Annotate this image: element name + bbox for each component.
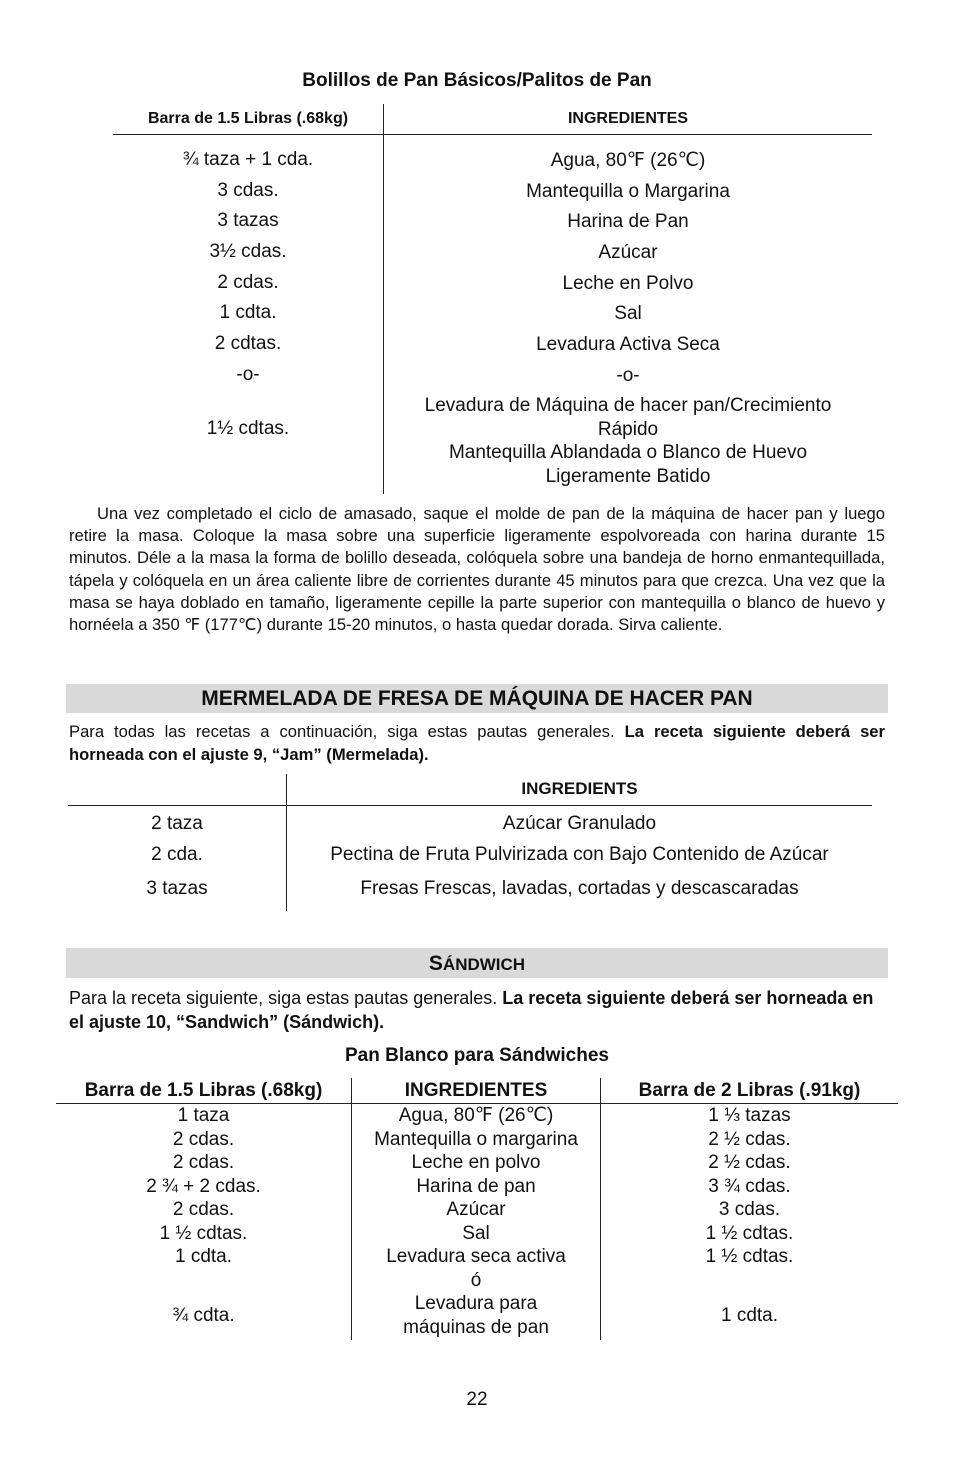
column-header-ingredients: INGREDIENTES: [404, 1080, 548, 1101]
amount-cell: 3 tazas: [217, 210, 279, 231]
ingredient-cell: Sal: [462, 1222, 490, 1244]
amount-cell: 3½ cdas.: [209, 241, 287, 262]
intro-bold-text: La receta siguiente deberá ser horneada en el ajuste 10, “Sandwich” (Sándwich).: [69, 988, 874, 1032]
small-loaf-cell: 2 cdas.: [172, 1128, 235, 1150]
ingredient-cell: Harina de pan: [416, 1175, 536, 1197]
ingredient-line: Mantequilla Ablandada o Blanco de Huevo: [448, 442, 808, 463]
amount-cell: 2 taza: [151, 813, 203, 834]
ingredient-cell: Levadura Activa Seca: [536, 334, 720, 355]
ingredient-cell: Harina de Pan: [567, 211, 689, 232]
small-loaf-cell: 2 ¾ + 2 cdas.: [146, 1175, 261, 1197]
instructions-paragraph: Una vez completado el ciclo de amasado, saque el molde de pan de la máquina de hacer pan y luego retire la masa. Coloque la masa sobre una superficie ligeramente espolvoreada con harina durante 15 minutos. Déle a la masa la forma de bolillo deseada, colóquela sobre una bandeja de horno enmantequillada, tápela y colóquela en un área caliente libre de corrientes durante 45 minutos para que crezca. Una vez que la masa se haya doblado en tamaño, ligeramente cepille la parte superior con mantequilla o blanco de huevo y hornéela a 350 ℉ (177℃) durante 15-20 minutos, o hasta quedar dorada. Sirva caliente.: [69, 504, 885, 635]
large-loaf-cell: 2 ½ cdas.: [708, 1152, 791, 1173]
heading-initial: S: [428, 952, 443, 975]
amount-cell: 2 cda.: [151, 844, 203, 865]
recipe-title: Bolillos de Pan Básicos/Palitos de Pan: [302, 70, 652, 91]
ingredient-cell: [384, 394, 872, 488]
section-heading-jam: MERMELADA DE FRESA DE MÁQUINA DE HACER PAN: [66, 684, 888, 713]
ingredient-line: máquinas de pan: [403, 1316, 549, 1338]
small-loaf-cell: 2 cdas.: [172, 1152, 235, 1173]
column-header-large-loaf: Barra de 2 Libras (.91kg): [638, 1080, 861, 1101]
ingredient-line: Ligeramente Batido: [545, 465, 711, 487]
ingredient-cell: Agua, 80℉ (26℃): [398, 1105, 554, 1126]
small-loaf-cell: 1 cdta.: [174, 1246, 233, 1267]
ingredient-cell: Leche en polvo: [411, 1152, 541, 1173]
amount-cell: 2 cdas.: [217, 272, 279, 293]
large-loaf-cell: 1 ½ cdtas.: [705, 1246, 794, 1267]
ingredient-cell: Sal: [614, 303, 642, 324]
large-loaf-cell: 3 ¾ cdas.: [708, 1175, 791, 1197]
intro-text: Para la receta siguiente, siga estas pautas generales.: [69, 988, 498, 1008]
small-loaf-cell: ¾ cdta.: [172, 1305, 235, 1326]
large-loaf-cell: 1 ½ cdtas.: [705, 1222, 794, 1244]
ingredient-cell: Levadura seca activa: [386, 1246, 566, 1267]
ingredient-cell: Pectina de Fruta Pulvirizada con Bajo Contenido de Azúcar: [330, 844, 829, 865]
ingredient-cell: Agua, 80℉ (26℃): [550, 150, 706, 171]
recipe-title: Pan Blanco para Sándwiches: [345, 1045, 609, 1066]
amount-cell: 1½ cdtas.: [206, 418, 290, 439]
ingredient-cell: Mantequilla o Margarina: [526, 181, 730, 202]
small-loaf-cell: 2 cdas.: [172, 1199, 235, 1220]
table-divider: [113, 134, 872, 135]
intro-text: Para todas las recetas a continuación, siga estas pautas generales.: [69, 722, 615, 741]
heading-rest: ÁNDWICH: [442, 955, 526, 974]
large-loaf-cell: 3 cdas.: [718, 1199, 781, 1220]
sandwich-intro-paragraph: [69, 987, 885, 1034]
ingredient-line: Rápido: [597, 418, 659, 440]
ingredient-cell: Azúcar Granulado: [502, 813, 657, 834]
table-divider: [68, 805, 872, 806]
ingredient-cell: Fresas Frescas, lavadas, cortadas y descascaradas: [360, 878, 799, 899]
small-loaf-cell: 1 ½ cdtas.: [159, 1222, 248, 1244]
ingredient-cell: [352, 1292, 600, 1339]
amount-cell: ¾ taza + 1 cda.: [182, 149, 314, 170]
large-loaf-cell: 1 cdta.: [720, 1305, 779, 1326]
page-number: 22: [466, 1389, 488, 1410]
column-header-small-loaf: Barra de 1.5 Libras (.68kg): [84, 1080, 323, 1101]
section-heading-sandwich: [66, 948, 888, 978]
ingredient-cell: -o-: [616, 365, 640, 386]
small-loaf-cell: 1 taza: [177, 1105, 230, 1126]
large-loaf-cell: 1 ⅓ tazas: [708, 1105, 791, 1126]
intro-bold-text: La receta siguiente deberá ser horneada con el ajuste 9, “Jam” (Mermelada).: [69, 722, 885, 764]
column-header-amount: Barra de 1.5 Libras (.68kg): [147, 110, 349, 127]
large-loaf-cell: 2 ½ cdas.: [708, 1128, 791, 1150]
amount-cell: -o-: [236, 364, 260, 385]
ingredient-cell: Leche en Polvo: [562, 273, 694, 294]
amount-cell: 3 tazas: [146, 878, 208, 899]
ingredient-line: Levadura de Máquina de hacer pan/Crecimiento: [424, 395, 832, 416]
jam-intro-paragraph: [69, 720, 885, 766]
ingredient-cell: Mantequilla o margarina: [374, 1128, 578, 1150]
ingredient-line: Levadura para: [414, 1293, 538, 1314]
amount-cell: 2 cdtas.: [214, 333, 282, 354]
column-header-ingredients: INGREDIENTS: [521, 779, 638, 798]
amount-cell: 1 cdta.: [219, 302, 277, 323]
ingredient-cell: ó: [470, 1269, 482, 1291]
ingredient-cell: Azúcar: [598, 242, 658, 263]
amount-cell: 3 cdas.: [217, 180, 279, 201]
ingredient-cell: Azúcar: [446, 1199, 506, 1220]
column-header-ingredients: INGREDIENTES: [567, 110, 688, 127]
